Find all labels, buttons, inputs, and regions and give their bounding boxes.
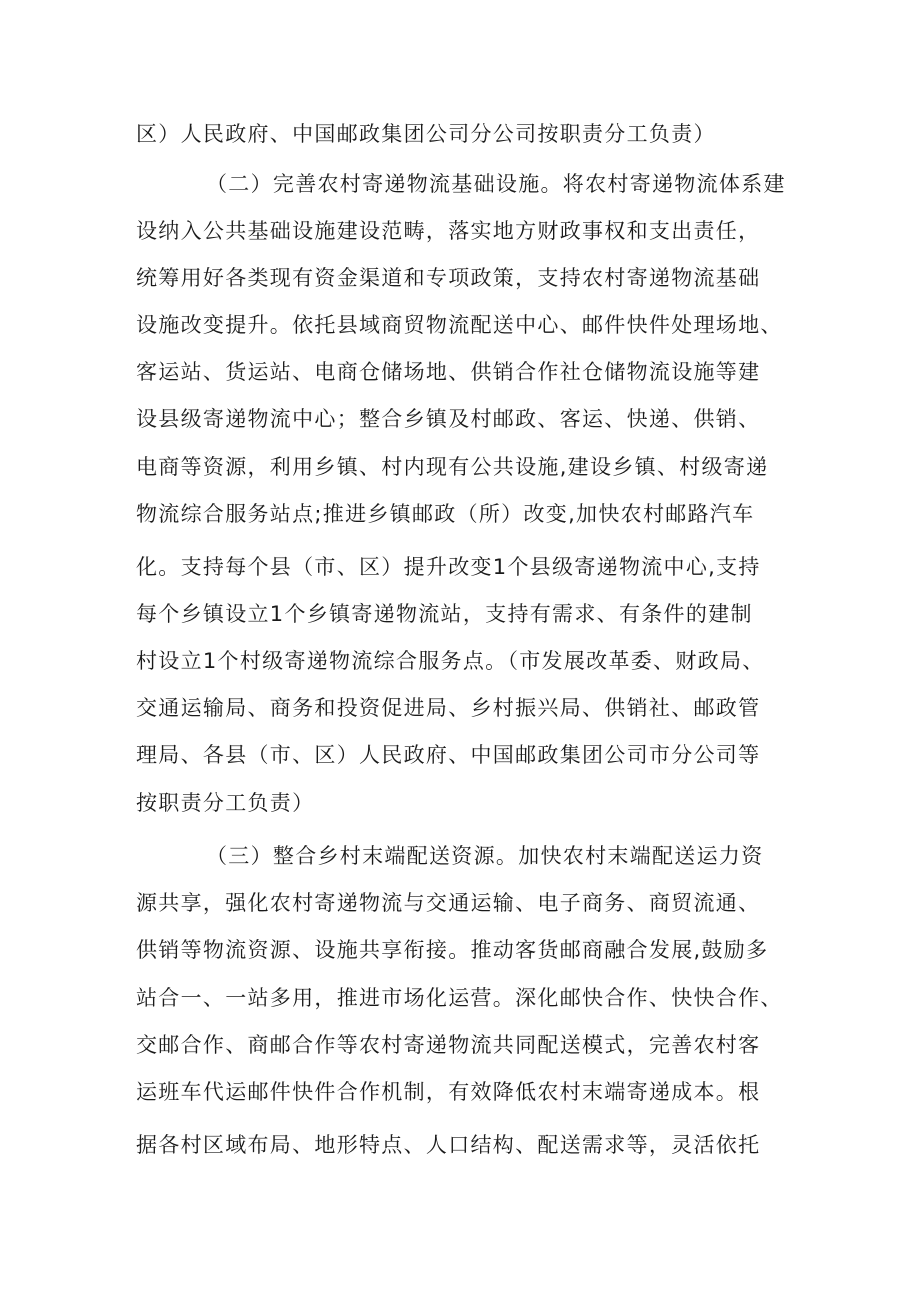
text-line: 运班车代运邮件快件合作机制，有效降低农村末端寄递成本。根 — [136, 1080, 761, 1104]
text-line: 化。支持每个县（市、区）提升改变1个县级寄递物流中心,支持 — [136, 555, 761, 579]
text-line: 物流综合服务站点;推进乡镇邮政（所）改变,加快农村邮路汽车 — [136, 502, 755, 526]
text-line: 交通运输局、商务和投资促进局、乡村振兴局、供销社、邮政管 — [136, 696, 761, 720]
text-line: 理局、各县（市、区）人民政府、中国邮政集团公司市分公司等 — [136, 743, 761, 767]
text-line: 设县级寄递物流中心；整合乡镇及村邮政、客运、快递、供销、 — [136, 407, 761, 431]
text-line: 电商等资源，利用乡镇、村内现有公共设施,建设乡镇、村级寄递 — [136, 455, 769, 479]
text-line: 供销等物流资源、设施共享衔接。推动客货邮商融合发展,鼓励多 — [136, 938, 769, 962]
text-line: 统筹用好各类现有资金渠道和专项政策，支持农村寄递物流基础 — [136, 266, 761, 290]
text-line: 站合一、一站多用，推进市场化运营。深化邮快合作、快快合作、 — [136, 986, 783, 1010]
text-line: 源共享，强化农村寄递物流与交通运输、电子商务、商贸流通、 — [136, 891, 761, 915]
text-line: 交邮合作、商邮合作等农村寄递物流共同配送模式，完善农村客 — [136, 1033, 761, 1057]
text-line: 据各村区域布局、地形特点、人口结构、配送需求等，灵活依托 — [136, 1133, 761, 1157]
text-line: 区）人民政府、中国邮政集团公司分公司按职责分工负责） — [136, 122, 716, 146]
section-heading-two: （二）完善农村寄递物流基础设施。将农村寄递物流体系建 — [206, 172, 786, 196]
text-line: 设纳入公共基础设施建设范畴，落实地方财政事权和支出责任， — [136, 219, 761, 243]
section-heading-three: （三）整合乡村末端配送资源。加快农村末端配送运力资 — [206, 844, 764, 868]
text-line: 客运站、货运站、电商仓储场地、供销合作社仓储物流设施等建 — [136, 360, 761, 384]
text-line: 村设立1个村级寄递物流综合服务点。（市发展改革委、财政局、 — [136, 649, 765, 673]
text-line: 设施改变提升。依托县域商贸物流配送中心、邮件快件处理场地、 — [136, 313, 783, 337]
text-line: 每个乡镇设立1个乡镇寄递物流站，支持有需求、有条件的建制 — [136, 602, 753, 626]
text-line: 按职责分工负责） — [136, 791, 315, 815]
